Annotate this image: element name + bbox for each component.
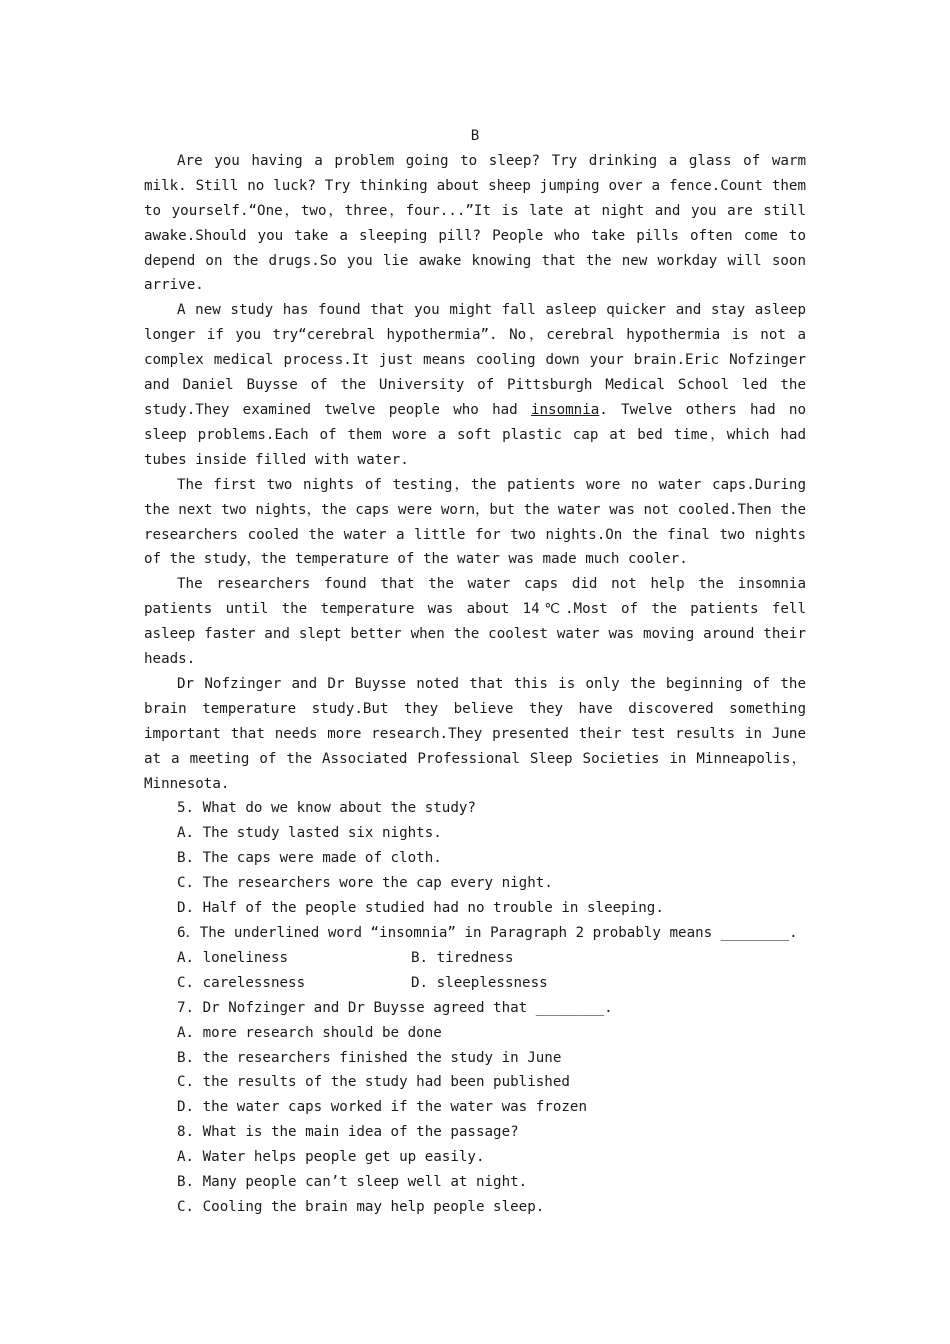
paragraph-2 — [144, 298, 806, 472]
question-7-option-d: D. the water caps worked if the water was frozen — [177, 1099, 587, 1116]
question-8-stem: 8. What is the main idea of the passage? — [177, 1124, 519, 1141]
paragraph-4: The researchers found that the water caps did not help the insomnia patients until the temperature was about 14℃.Most of the patients fell asleep faster and slept better when the coolest water was moving around their heads. — [144, 576, 806, 668]
question-5-stem: 5. What do we know about the study? — [177, 800, 476, 817]
paragraph-1: Are you having a problem going to sleep? Try drinking a glass of warm milk. Still no luck? Try thinking about sheep jumping over a fence.Count them to yourself.“One，two，three，four...”It is late at night and you are still awake.Should you take a sleeping pill? People who take pills often come to depend on the drugs.So you lie awake knowing that the new workday will soon arrive. — [144, 152, 806, 294]
question-8-option-b: B. Many people can’t sleep well at night. — [177, 1174, 528, 1191]
question-7-stem: 7. Dr Nofzinger and Dr Buysse agreed that ________. — [177, 999, 613, 1016]
question-6-option-b: B. tiredness — [411, 949, 514, 966]
question-6-option-a: A. loneliness — [177, 949, 289, 966]
question-7-option-c: C. the results of the study had been published — [177, 1074, 570, 1091]
question-7-option-a: A. more research should be done — [177, 1024, 442, 1041]
question-6-options-row-2 — [144, 971, 806, 996]
question-7-option-b: B. the researchers finished the study in June — [177, 1049, 562, 1066]
document-page — [144, 124, 806, 1220]
question-6-options-row-1 — [144, 946, 806, 971]
question-5-option-d: D. Half of the people studied had no trouble in sleeping. — [177, 900, 664, 917]
question-5-option-b: B. The caps were made of cloth. — [177, 850, 442, 867]
paragraph-3: The first two nights of testing，the patients wore no water caps.During the next two nights，the caps were worn，but the water was not cooled.Then the researchers cooled the water a little for two nights.On the final two nights of the study，the temperature of the water was made much cooler. — [144, 476, 806, 568]
question-5-option-a: A. The study lasted six nights. — [177, 825, 442, 842]
question-6-option-d: D. sleeplessness — [411, 974, 548, 991]
question-5-option-c: C. The researchers wore the cap every night. — [177, 875, 553, 892]
section-title: B — [470, 128, 480, 144]
underlined-word-insomnia: insomnia — [530, 401, 600, 418]
question-6-option-c: C. carelessness — [177, 974, 306, 991]
paragraph-5: Dr Nofzinger and Dr Buysse noted that this is only the beginning of the brain temperature study.But they believe they have discovered something important that needs more research.They presented their test results in June at a meeting of the Associated Professional Sleep Societies in Minneapolis，Minnesota. — [144, 675, 806, 792]
paragraph-2-text-after: . Twelve others had no sleep problems.Each of them wore a soft plastic cap at bed time，which had tubes inside filled with water. — [144, 401, 807, 468]
paragraph-2-text-before: A new study has found that you might fall asleep quicker and stay asleep longer if you try“cerebral hypothermia”. No，cerebral hypothermia is not a complex medical process.It just means cooling down your brain.Eric Nofzinger and Daniel Buysse of the University of Pittsburgh Medical School led the study.They examined twelve people who had — [144, 302, 806, 418]
question-6-stem: 6．The underlined word “insomnia” in Paragraph 2 probably means ________. — [177, 925, 798, 941]
question-8-option-c: C. Cooling the brain may help people sleep. — [177, 1198, 545, 1215]
question-8-option-a: A. Water helps people get up easily. — [177, 1149, 485, 1166]
